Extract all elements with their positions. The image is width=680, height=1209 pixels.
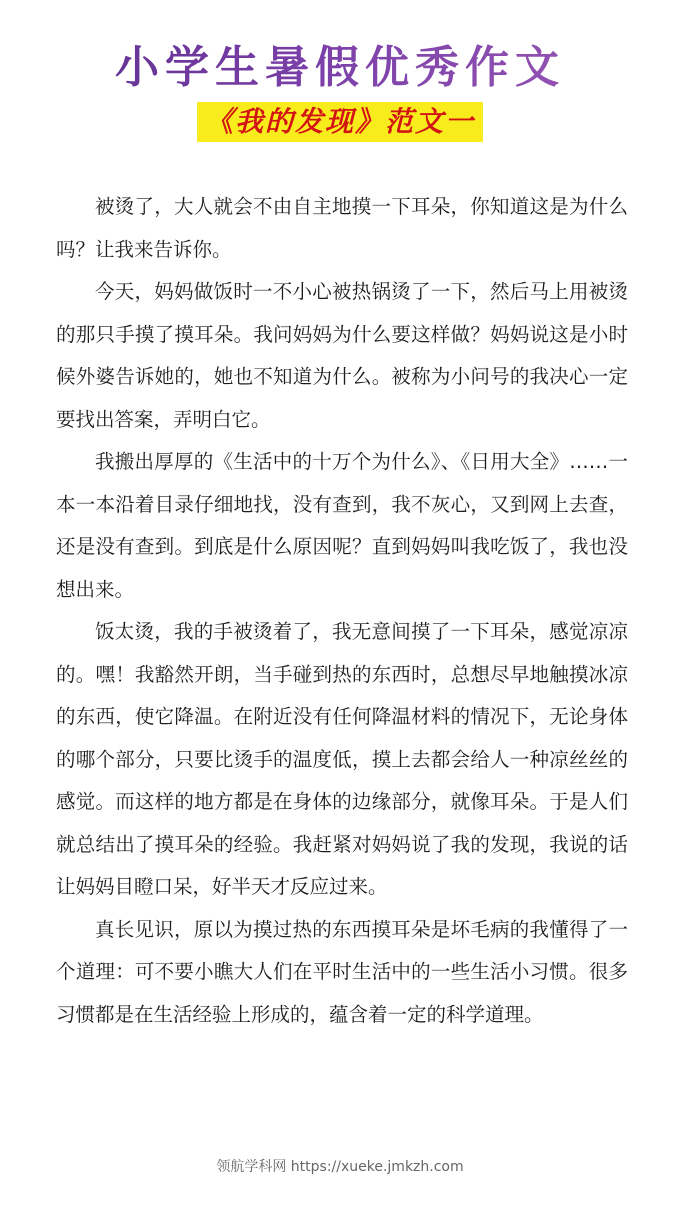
paragraph: 被烫了，大人就会不由自主地摸一下耳朵，你知道这是为什么吗？让我来告诉你。 <box>56 195 628 261</box>
paragraph: 我搬出厚厚的《生活中的十万个为什么》、《日用大全》……一本一本沿着目录仔细地找，没有查到，我不灰心，又到网上去查，还是没有查到。到底是什么原因呢？直到妈妈叫我吃饭了，我也没想出来。 <box>56 450 628 601</box>
paragraph: 今天，妈妈做饭时一不小心被热锅烫了一下，然后马上用被烫的那只手摸了摸耳朵。我问妈妈为什么要这样做？妈妈说这是小时候外婆告诉她的，她也不知道为什么。被称为小问号的我决心一定要找出答案，弄明白它。 <box>56 280 628 431</box>
subtitle-banner <box>0 102 680 142</box>
essay-subtitle: 《我的发现》范文一 <box>197 102 483 142</box>
paragraph: 饭太烫，我的手被烫着了，我无意间摸了一下耳朵，感觉凉凉的。嘿！我豁然开朗，当手碰到热的东西时，总想尽早地触摸冰凉的东西，使它降温。在附近没有任何降温材料的情况下，无论身体的哪个部分，只要比烫手的温度低，摸上去都会给人一种凉丝丝的感觉。而这样的地方都是在身体的边缘部分，就像耳朵。于是人们就总结出了摸耳朵的经验。我赶紧对妈妈说了我的发现，我说的话让妈妈目瞪口呆，好半天才反应过来。 <box>56 620 628 898</box>
footer-source: 领航学科网 https://xueke.jmkzh.com <box>216 1159 464 1175</box>
paragraph: 真长见识，原以为摸过热的东西摸耳朵是坏毛病的我懂得了一个道理：可不要小瞧大人们在平时生活中的一些生活小习惯。很多习惯都是在生活经验上形成的，蕴含着一定的科学道理。 <box>56 917 628 1026</box>
essay-body <box>56 186 628 1036</box>
page-title: 小学生暑假优秀作文 <box>0 38 680 98</box>
